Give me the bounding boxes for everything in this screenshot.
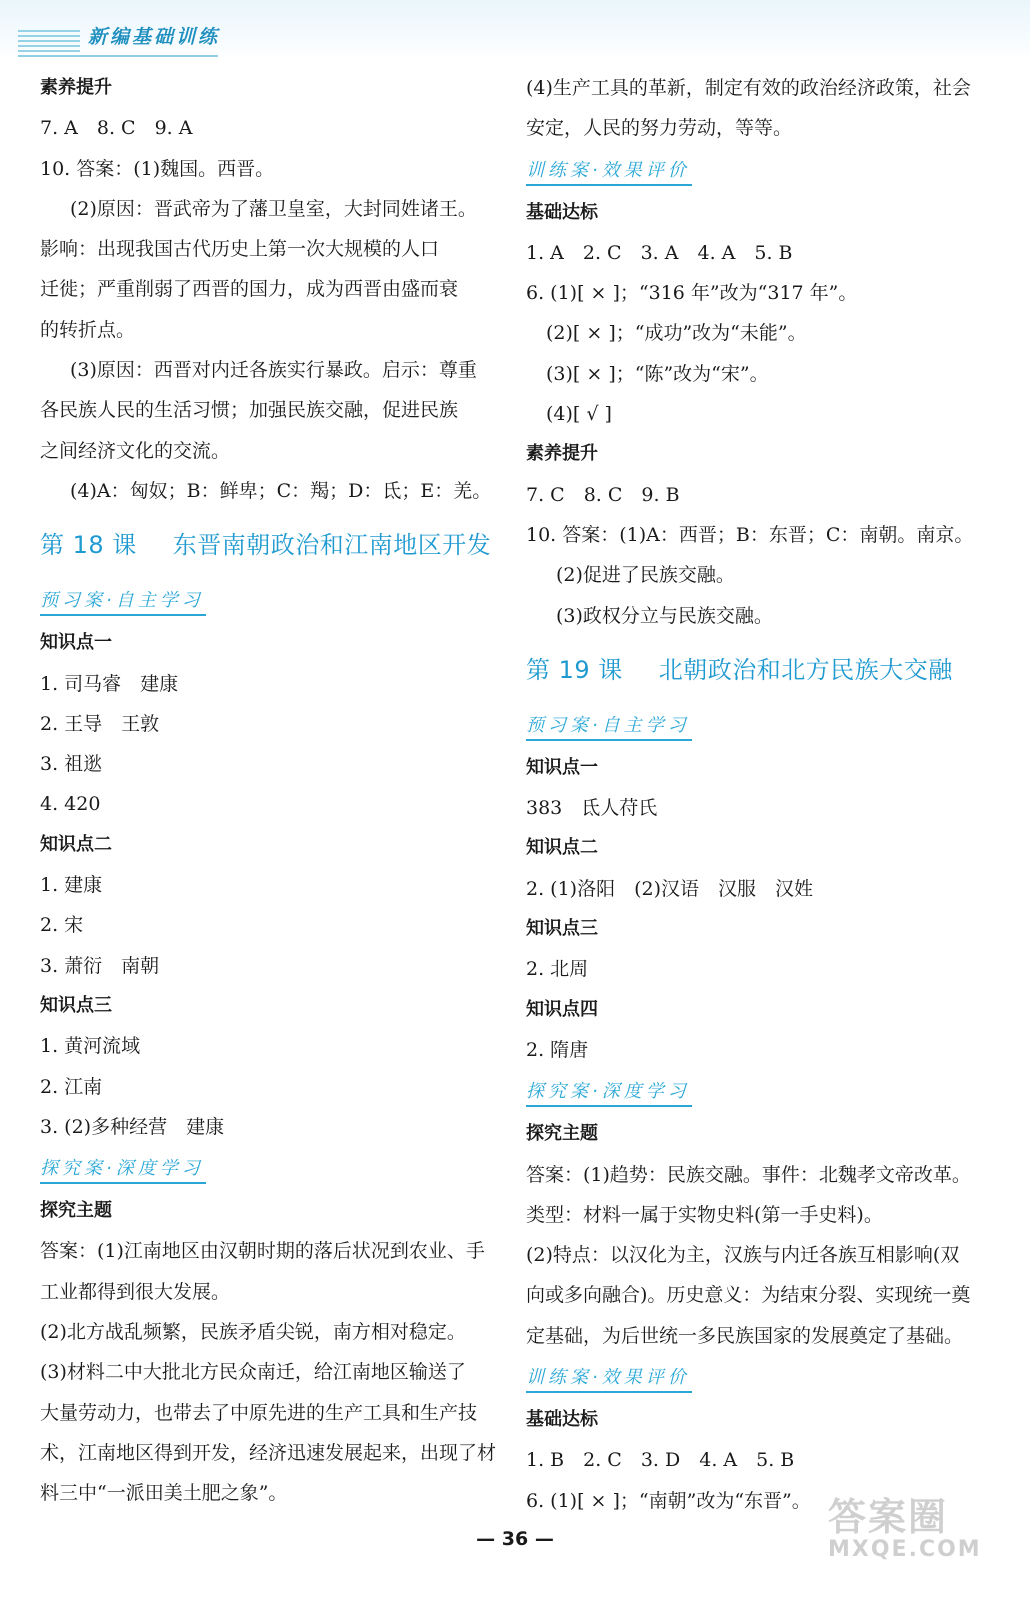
text-line: 1. 司马睿 建康	[40, 672, 179, 695]
text-line: (3)[ × ]；“陈”改为“宋”。	[546, 362, 769, 385]
text-line: 2. 北周	[526, 958, 589, 981]
text-line: (2)[ × ]；“成功”改为“未能”。	[546, 322, 807, 345]
text-line: (4)生产工具的革新，制定有效的政治经济政策，社会	[526, 77, 971, 99]
subheading: 素养提升	[40, 77, 112, 98]
subheading: 知识点二	[40, 833, 112, 855]
text-line: 1. 黄河流域	[40, 1035, 141, 1058]
text-line: 大量劳动力，也带去了中原先进的生产工具和生产技	[40, 1401, 478, 1424]
subheading: 探究主题	[40, 1200, 112, 1222]
section-label-text: 预习案·自主学习	[40, 586, 206, 616]
text-line: 2. (1)洛阳 (2)汉语 汉服 汉姓	[526, 877, 813, 900]
text-line: 6. (1)[ × ]；“南朝”改为“东晋”。	[526, 1489, 811, 1512]
text-line: 术，江南地区得到开发，经济迅速发展起来，出现了材	[40, 1441, 497, 1464]
text-line: (3)原因：西晋对内迁各族实行暴政。启示：尊重	[70, 359, 477, 382]
section-label	[526, 1070, 996, 1114]
text-line: 迁徙；严重削弱了西晋的国力，成为西晋由盛而衰	[40, 278, 459, 301]
text-line: 1. 建康	[40, 874, 103, 897]
text-line: 2. 江南	[40, 1075, 103, 1098]
text-line: 2. 宋	[40, 914, 84, 937]
running-header-title: 新编基础训练	[88, 26, 221, 48]
text-line: 的转折点。	[40, 318, 136, 341]
text-line: 3. (2)多种经营 建康	[40, 1115, 225, 1138]
text-line: 3. 祖逖	[40, 753, 103, 776]
lesson-heading	[40, 511, 500, 579]
section-label	[40, 1147, 500, 1191]
text-line: (2)促进了民族交融。	[556, 564, 735, 587]
section-label	[526, 704, 996, 748]
page-number: — 36 —	[476, 1528, 554, 1550]
subheading: 知识点四	[526, 998, 598, 1020]
text-line: 4. 420	[40, 793, 101, 816]
subheading: 探究主题	[526, 1123, 598, 1145]
lesson-heading	[526, 636, 996, 704]
section-label	[526, 149, 996, 193]
lesson-title: 北朝政治和北方民族大交融	[658, 655, 953, 684]
header-rule	[18, 55, 218, 57]
text-line: 2. 隋唐	[526, 1038, 589, 1061]
text-line: (2)特点：以汉化为主，汉族与内迁各族互相影响(双	[526, 1244, 960, 1267]
lesson-title: 东晋南朝政治和江南地区开发	[172, 531, 492, 560]
lesson-number: 第 19 课	[526, 655, 623, 684]
subheading: 素养提升	[526, 443, 598, 465]
subheading: 知识点一	[40, 632, 112, 654]
text-line: 答案：(1)趋势：民族交融。事件：北魏孝文帝改革。	[526, 1163, 971, 1186]
section-label-text: 训练案·效果评价	[526, 156, 692, 186]
text-line: 2. 王导 王敦	[40, 712, 160, 735]
section-label	[526, 1356, 996, 1400]
text-line: 类型：材料一属于实物史料(第一手史料)。	[526, 1203, 883, 1226]
text-line: 1. A 2. C 3. A 4. A 5. B	[526, 241, 793, 264]
subheading: 知识点二	[526, 837, 598, 859]
section-label	[40, 579, 500, 623]
subheading: 基础达标	[526, 201, 598, 223]
text-line: (2)原因：晋武帝为了藩卫皇室，大封同姓诸王。	[70, 197, 477, 220]
section-label-text: 训练案·效果评价	[526, 1363, 692, 1393]
text-line: 之间经济文化的交流。	[40, 439, 231, 462]
watermark-url: MXQE.COM	[828, 1537, 982, 1562]
text-line: (4)[ √ ]	[546, 403, 612, 426]
text-line: (3)政权分立与民族交融。	[556, 604, 773, 627]
section-label-text: 探究案·深度学习	[526, 1077, 692, 1107]
header-decoration	[18, 30, 80, 52]
watermark-text: 答案圈	[828, 1495, 949, 1539]
section-label-text: 探究案·深度学习	[40, 1154, 206, 1184]
text-line: 定基础，为后世统一多民族国家的发展奠定了基础。	[526, 1324, 964, 1347]
text-line: (4)A：匈奴；B：鲜卑；C：羯；D：氐；E：羌。	[70, 479, 492, 502]
text-line: 答案：(1)江南地区由汉朝时期的落后状况到农业、手	[40, 1240, 485, 1263]
text-line: 1. B 2. C 3. D 4. A 5. B	[526, 1449, 795, 1472]
text-line: 7. A 8. C 9. A	[40, 117, 193, 140]
subheading: 知识点三	[526, 918, 598, 940]
text-line: (3)材料二中大批北方民众南迁，给江南地区输送了	[40, 1361, 466, 1384]
text-line: 10. 答案：(1)A：西晋；B：东晋；C：南朝。南京。	[526, 523, 974, 546]
text-line: 料三中“一派田美土肥之象”。	[40, 1482, 288, 1505]
lesson-number: 第 18 课	[40, 531, 137, 560]
subheading: 知识点一	[526, 756, 598, 778]
subheading: 基础达标	[526, 1409, 598, 1431]
left-column	[40, 68, 500, 1514]
text-line: 影响：出现我国古代历史上第一次大规模的人口	[40, 238, 440, 261]
text-line: 7. C 8. C 9. B	[526, 483, 680, 506]
text-line: 10. 答案：(1)魏国。西晋。	[40, 157, 275, 180]
text-line: 工业都得到很大发展。	[40, 1280, 231, 1303]
text-line: 向或多向融合)。历史意义：为结束分裂、实现统一奠	[526, 1284, 971, 1307]
subheading: 知识点三	[40, 994, 112, 1016]
text-line: 6. (1)[ × ]；“316 年”改为“317 年”。	[526, 282, 858, 305]
text-line: (2)北方战乱频繁，民族矛盾尖锐，南方相对稳定。	[40, 1321, 466, 1344]
section-label-text: 预习案·自主学习	[526, 711, 692, 741]
watermark-logo	[828, 1486, 1018, 1586]
text-line: 383 氐人苻氏	[526, 797, 658, 820]
text-line: 各民族人民的生活习惯；加强民族交融，促进民族	[40, 399, 459, 422]
text-line: 安定，人民的努力劳动，等等。	[526, 117, 793, 140]
text-line: 3. 萧衍 南朝	[40, 954, 160, 977]
right-column	[526, 68, 996, 1521]
